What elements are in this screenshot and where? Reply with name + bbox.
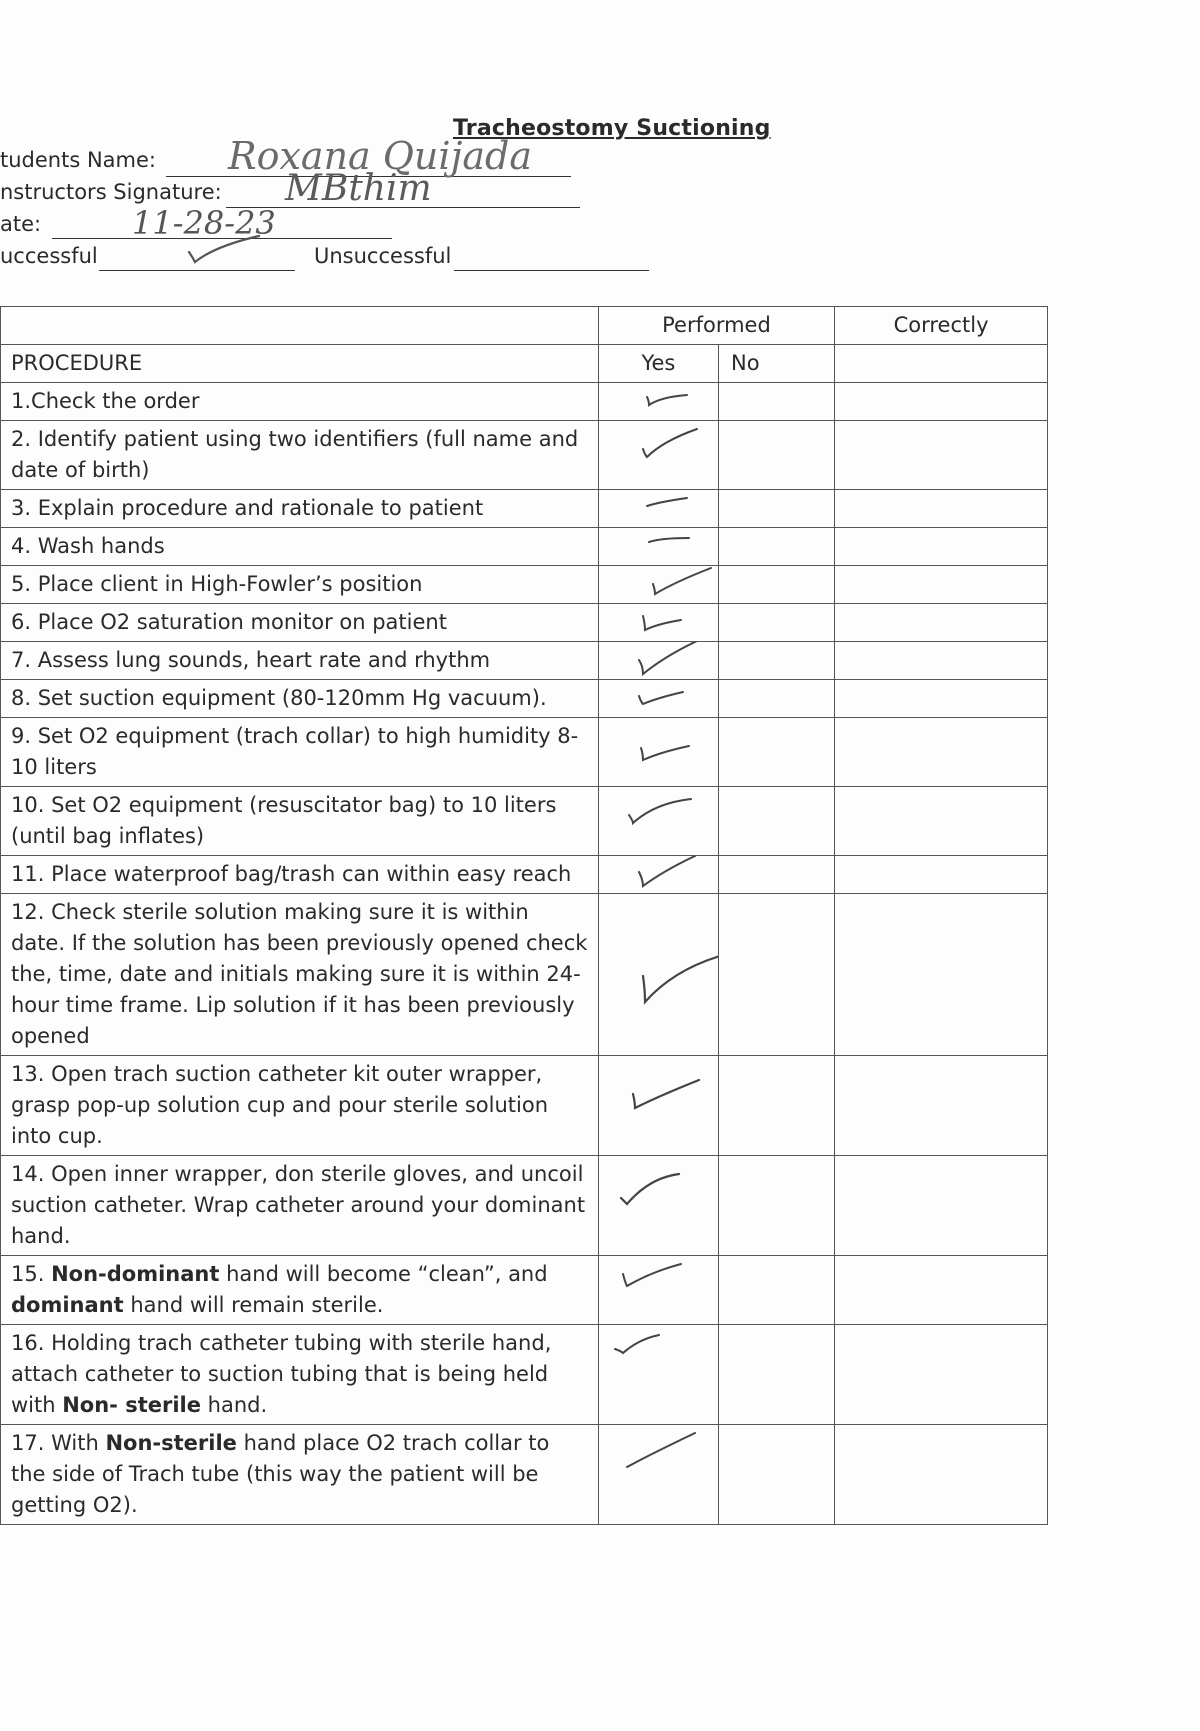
correctly-cell — [835, 1156, 1048, 1256]
table-row — [1, 856, 1048, 894]
successful-label: uccessful — [0, 244, 98, 268]
checkmark-icon — [599, 680, 718, 717]
step-text: 1.Check the order — [1, 383, 599, 421]
yes-cell — [598, 1156, 718, 1256]
step-text: 6. Place O2 saturation monitor on patient — [1, 604, 599, 642]
unsuccessful-field — [314, 244, 451, 268]
page-title: Tracheostomy Suctioning — [453, 116, 771, 141]
successful-line — [99, 270, 295, 271]
header-correctly: Correctly — [835, 307, 1048, 345]
no-cell — [719, 383, 835, 421]
checkmark-icon — [599, 642, 718, 679]
yes-cell — [598, 490, 718, 528]
step-text-part: 15. — [11, 1262, 52, 1286]
step-text: 14. Open inner wrapper, don sterile gloves, and uncoil suction catheter. Wrap catheter around your dominant hand. — [1, 1156, 599, 1256]
checkmark-icon — [599, 383, 718, 420]
table-row — [1, 1425, 1048, 1525]
date-field — [0, 212, 41, 236]
checkmark-icon — [599, 1156, 718, 1255]
no-cell — [719, 642, 835, 680]
checkmark-icon — [599, 528, 718, 565]
step-text-bold: dominant — [11, 1293, 124, 1317]
table-row — [1, 1056, 1048, 1156]
correctly-cell — [835, 680, 1048, 718]
step-text: 10. Set O2 equipment (resuscitator bag) to 10 liters (until bag inflates) — [1, 787, 599, 856]
yes-cell — [598, 680, 718, 718]
step-text-bold: Non- sterile — [62, 1393, 201, 1417]
successful-check-icon — [185, 232, 265, 268]
no-cell — [719, 718, 835, 787]
correctly-cell — [835, 894, 1048, 1056]
no-cell — [719, 1256, 835, 1325]
correctly-cell — [835, 856, 1048, 894]
procedure-checklist-table — [0, 306, 1048, 1525]
table-row — [1, 490, 1048, 528]
student-name-label: tudents Name: — [0, 148, 156, 172]
no-cell — [719, 1056, 835, 1156]
no-cell — [719, 566, 835, 604]
no-cell — [719, 604, 835, 642]
table-row — [1, 566, 1048, 604]
checkmark-icon — [599, 1256, 718, 1324]
yes-cell — [598, 894, 718, 1056]
checkmark-icon — [599, 1325, 718, 1424]
step-text: 4. Wash hands — [1, 528, 599, 566]
step-text: 9. Set O2 equipment (trach collar) to high humidity 8-10 liters — [1, 718, 599, 787]
step-text-part: 16. Holding trach catheter tubing with sterile hand, attach catheter to suction tubing that is being held with — [11, 1331, 552, 1417]
no-cell — [719, 490, 835, 528]
step-text: 5. Place client in High-Fowler’s position — [1, 566, 599, 604]
date-label: ate: — [0, 212, 42, 236]
checkmark-icon — [599, 787, 718, 855]
correctly-cell — [835, 1325, 1048, 1425]
checkmark-icon — [599, 566, 718, 603]
no-cell — [719, 528, 835, 566]
yes-cell — [598, 856, 718, 894]
correctly-cell — [835, 528, 1048, 566]
table-row — [1, 787, 1048, 856]
no-cell — [719, 421, 835, 490]
no-cell — [719, 1156, 835, 1256]
step-text-part: hand will become “clean”, and — [219, 1262, 548, 1286]
yes-cell — [598, 383, 718, 421]
no-cell — [719, 894, 835, 1056]
no-cell — [719, 787, 835, 856]
table-row — [1, 894, 1048, 1056]
step-text-part: 17. With — [11, 1431, 106, 1455]
correctly-cell — [835, 642, 1048, 680]
unsuccessful-label: Unsuccessful — [314, 244, 452, 268]
correctly-cell — [835, 604, 1048, 642]
table-row — [1, 383, 1048, 421]
header-yes: Yes — [598, 345, 718, 383]
step-text — [1, 1325, 599, 1425]
step-text-part: hand place O2 trach collar to the side of Trach tube (this way the patient will be getting O2). — [11, 1431, 550, 1517]
correctly-cell — [835, 421, 1048, 490]
no-cell — [719, 1325, 835, 1425]
header-blank-cell — [1, 307, 599, 345]
header-correctly-blank — [835, 345, 1048, 383]
correctly-cell — [835, 383, 1048, 421]
table-row — [1, 421, 1048, 490]
step-text: 13. Open trach suction catheter kit outer wrapper, grasp pop-up solution cup and pour sterile solution into cup. — [1, 1056, 599, 1156]
yes-cell — [598, 718, 718, 787]
yes-cell — [598, 1056, 718, 1156]
yes-cell — [598, 604, 718, 642]
checkmark-icon — [599, 421, 718, 489]
table-row — [1, 1156, 1048, 1256]
correctly-cell — [835, 1256, 1048, 1325]
successful-field — [0, 244, 98, 268]
student-name-signature: Roxana Quijada — [228, 134, 532, 178]
instructor-signature-field — [0, 180, 222, 204]
checkmark-icon — [599, 1425, 718, 1524]
header-no: No — [719, 345, 835, 383]
yes-cell — [598, 1325, 718, 1425]
step-text — [1, 1256, 599, 1325]
correctly-cell — [835, 566, 1048, 604]
header-procedure: PROCEDURE — [1, 345, 599, 383]
table-row — [1, 528, 1048, 566]
table-row — [1, 642, 1048, 680]
instructor-signature-label: nstructors Signature: — [0, 180, 222, 204]
step-text: 3. Explain procedure and rationale to patient — [1, 490, 599, 528]
correctly-cell — [835, 1056, 1048, 1156]
correctly-cell — [835, 1425, 1048, 1525]
no-cell — [719, 1425, 835, 1525]
table-row — [1, 680, 1048, 718]
checkmark-icon — [599, 604, 718, 641]
step-text: 12. Check sterile solution making sure it is within date. If the solution has been previously opened check the, time, date and initials making sure it is within 24-hour time frame. Lip solution if it has been previously opened — [1, 894, 599, 1056]
checkmark-icon — [599, 718, 718, 786]
no-cell — [719, 856, 835, 894]
header-performed: Performed — [598, 307, 834, 345]
yes-cell — [598, 1256, 718, 1325]
step-text-bold: Non-dominant — [51, 1262, 220, 1286]
yes-cell — [598, 421, 718, 490]
instructor-signature: MBthim — [285, 168, 432, 209]
table-row — [1, 604, 1048, 642]
yes-cell — [598, 642, 718, 680]
table-row — [1, 1325, 1048, 1425]
checkmark-icon — [599, 856, 718, 893]
student-name-field — [0, 148, 156, 172]
yes-cell — [598, 566, 718, 604]
checkmark-icon — [599, 1056, 718, 1155]
step-text-part: hand. — [201, 1393, 268, 1417]
correctly-cell — [835, 490, 1048, 528]
correctly-cell — [835, 787, 1048, 856]
table-header-row-1 — [1, 307, 1048, 345]
step-text-bold: Non-sterile — [105, 1431, 237, 1455]
step-text-part: hand will remain sterile. — [123, 1293, 384, 1317]
yes-cell — [598, 528, 718, 566]
yes-cell — [598, 1425, 718, 1525]
table-row — [1, 1256, 1048, 1325]
checkmark-icon — [599, 490, 718, 527]
step-text: 8. Set suction equipment (80-120mm Hg vacuum). — [1, 680, 599, 718]
correctly-cell — [835, 718, 1048, 787]
checkmark-icon — [599, 894, 718, 1055]
step-text: 2. Identify patient using two identifiers (full name and date of birth) — [1, 421, 599, 490]
table-row — [1, 718, 1048, 787]
no-cell — [719, 680, 835, 718]
step-text: 7. Assess lung sounds, heart rate and rhythm — [1, 642, 599, 680]
date-handwritten: 11-28-23 — [132, 204, 276, 242]
unsuccessful-line — [454, 270, 649, 271]
step-text: 11. Place waterproof bag/trash can within easy reach — [1, 856, 599, 894]
step-text — [1, 1425, 599, 1525]
yes-cell — [598, 787, 718, 856]
table-header-row-2 — [1, 345, 1048, 383]
